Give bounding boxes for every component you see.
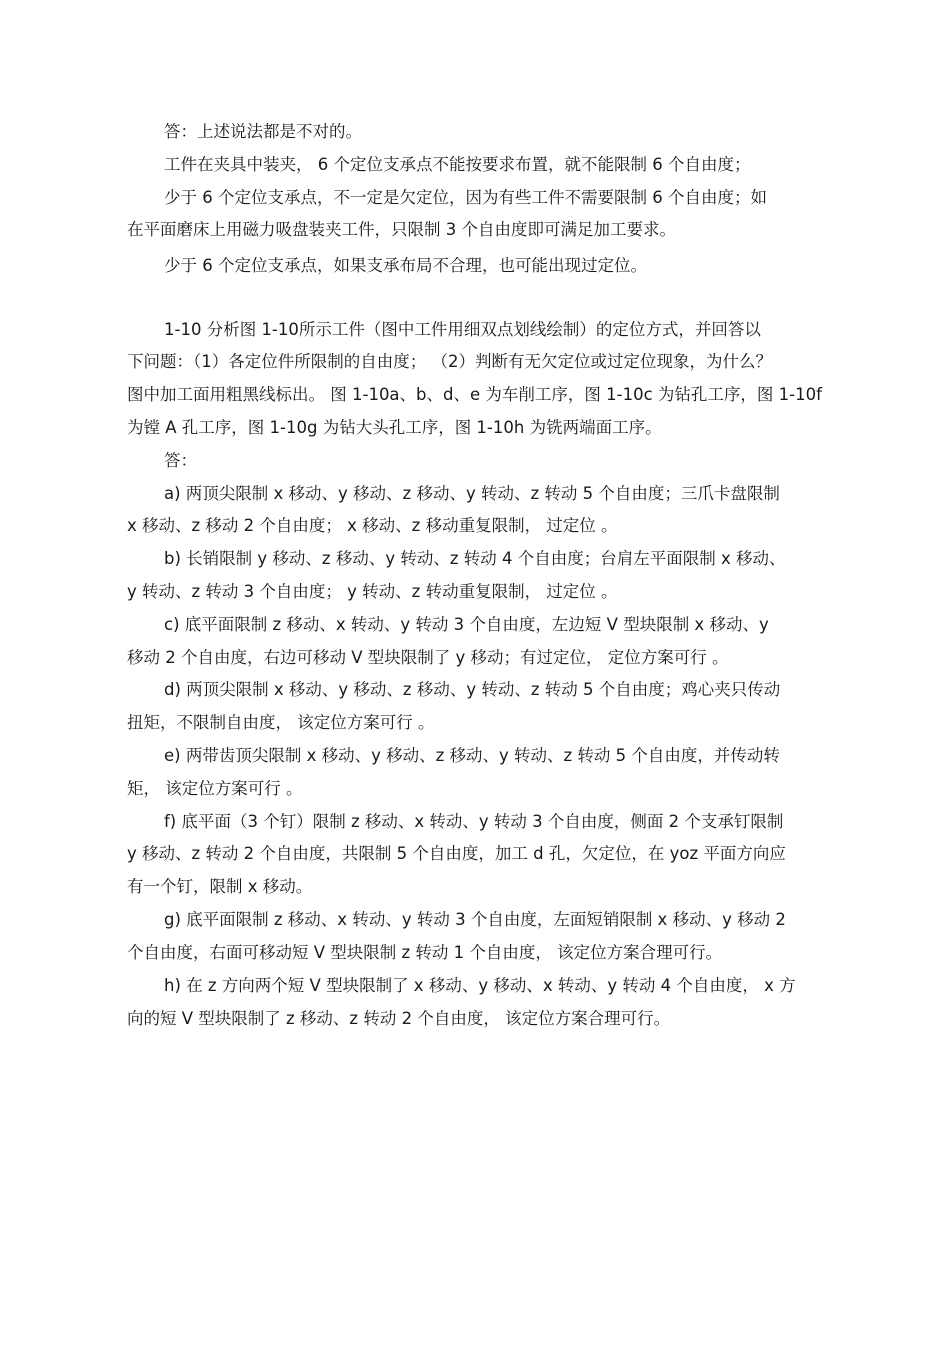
answer-item-c-cont: 移动 2 个自由度，右边可移动 V 型块限制了 y 移动；有过定位， 定位方案可行 。 — [127, 648, 729, 667]
answer-item-g-cont: 个自由度，右面可移动短 V 型块限制 z 转动 1 个自由度， 该定位方案合理可行。 — [127, 943, 723, 962]
answer-item-h: h) 在 z 方向两个短 V 型块限制了 x 移动、y 移动、x 转动、y 转动 4 个自由度， x 方 — [164, 976, 796, 995]
answer-item-c: c) 底平面限制 z 移动、x 转动、y 转动 3 个自由度，左边短 V 型块限制 x 移动、y — [164, 615, 769, 634]
answer-item-h-cont: 向的短 V 型块限制了 z 移动、z 转动 2 个自由度， 该定位方案合理可行。 — [127, 1009, 671, 1028]
answer-item-d-cont: 扭矩，不限制自由度， 该定位方案可行 。 — [127, 713, 435, 732]
answer-item-g: g) 底平面限制 z 移动、x 转动、y 转动 3 个自由度，左面短销限制 x 移动、y 移动 2 — [164, 910, 786, 929]
answer-item-b-cont: y 转动、z 转动 3 个自由度； y 转动、z 转动重复限制， 过定位 。 — [127, 582, 618, 601]
answer-label: 答： — [164, 451, 197, 470]
answer-item-a: a) 两顶尖限制 x 移动、y 移动、z 移动、y 转动、z 转动 5 个自由度；三爪卡盘限制 — [164, 484, 780, 503]
answer-item-f: f) 底平面（3 个钉）限制 z 移动、x 转动、y 转动 3 个自由度，侧面 2 个支承钉限制 — [164, 812, 784, 831]
answer-item-a-cont: x 移动、z 移动 2 个自由度； x 移动、z 移动重复限制， 过定位 。 — [127, 516, 618, 535]
answer-line: 答：上述说法都是不对的。 — [164, 122, 362, 141]
answer-line: 少于 6 个定位支承点，如果支承布局不合理，也可能出现过定位。 — [164, 256, 647, 275]
answer-item-d: d) 两顶尖限制 x 移动、y 移动、z 移动、y 转动、z 转动 5 个自由度；鸡心夹只传动 — [164, 680, 781, 699]
answer-item-b: b) 长销限制 y 移动、z 移动、y 转动、z 转动 4 个自由度；台肩左平面限制 x 移动、 — [164, 549, 786, 568]
answer-line: 在平面磨床上用磁力吸盘装夹工件，只限制 3 个自由度即可满足加工要求。 — [127, 220, 676, 239]
question-line: 下问题：（1）各定位件所限制的自由度； （2）判断有无欠定位或过定位现象，为什么？ — [127, 352, 772, 371]
question-line: 图中加工面用粗黑线标出。 图 1-10a、b、d、e 为车削工序，图 1-10c 为钻孔工序，图 1-10f — [127, 385, 822, 404]
answer-item-e: e) 两带齿顶尖限制 x 移动、y 移动、z 移动、y 转动、z 转动 5 个自由度，并传动转 — [164, 746, 780, 765]
answer-item-f-cont: y 移动、z 转动 2 个自由度，共限制 5 个自由度，加工 d 孔，欠定位，在 yoz 平面方向应 — [127, 844, 786, 863]
answer-line: 少于 6 个定位支承点，不一定是欠定位，因为有些工件不需要限制 6 个自由度；如 — [164, 188, 767, 207]
question-line: 为镗 A 孔工序，图 1-10g 为钻大头孔工序，图 1-10h 为铣两端面工序。 — [127, 418, 662, 437]
answer-item-e-cont: 矩， 该定位方案可行 。 — [127, 779, 303, 798]
answer-line: 工件在夹具中装夹， 6 个定位支承点不能按要求布置，就不能限制 6 个自由度； — [164, 155, 751, 174]
question-line: 1-10 分析图 1-10所示工件（图中工件用细双点划线绘制）的定位方式，并回答以 — [164, 320, 761, 339]
answer-item-f-cont: 有一个钉，限制 x 移动。 — [127, 877, 313, 896]
